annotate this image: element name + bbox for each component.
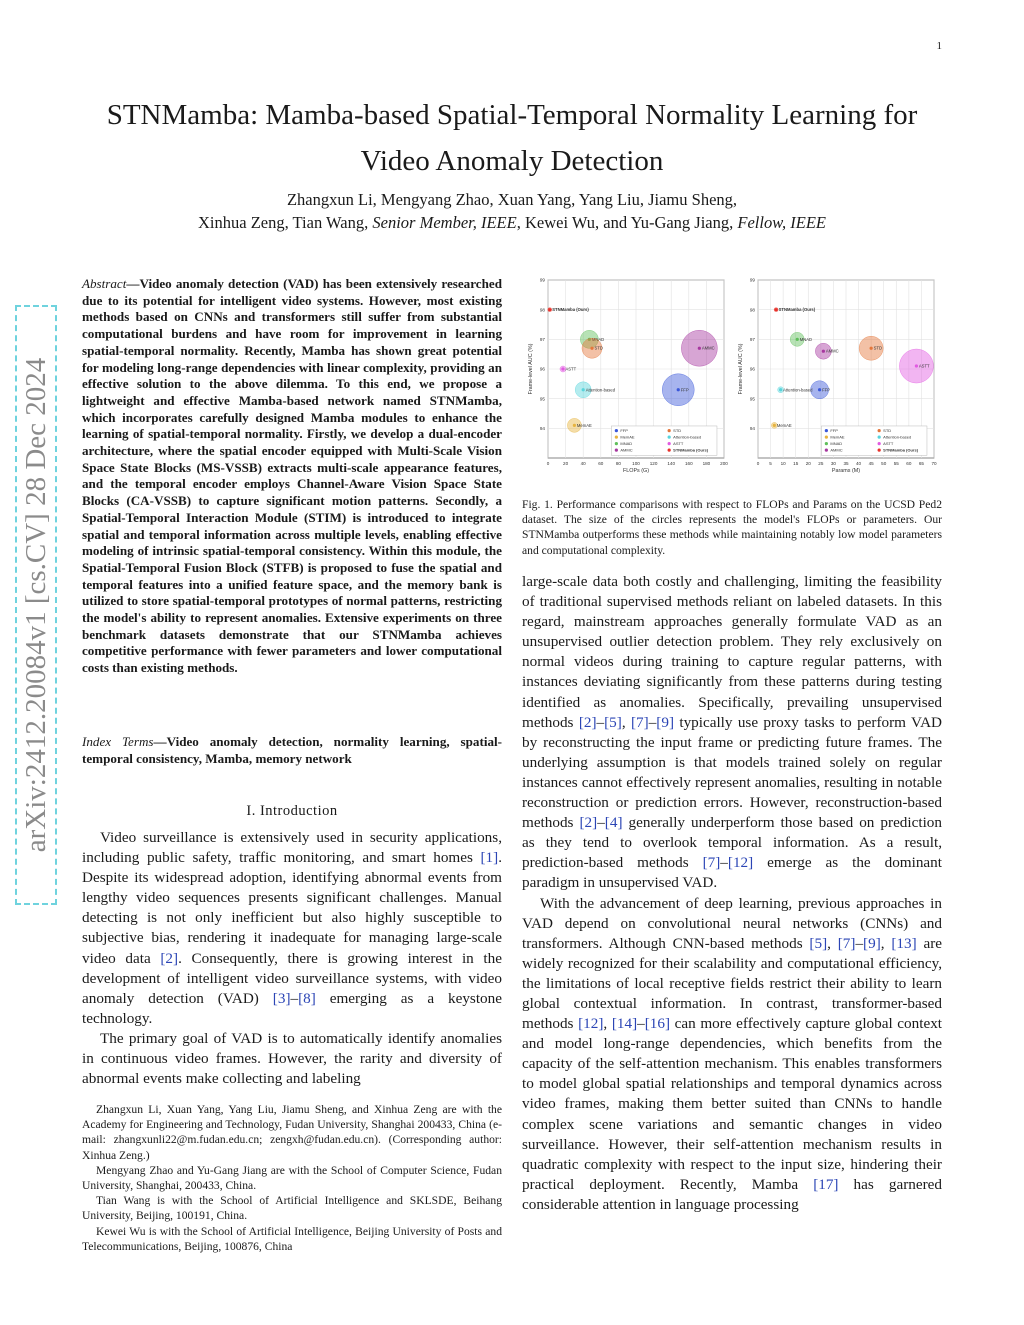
legend-marker	[615, 436, 618, 439]
x-tick-label: 80	[615, 461, 621, 466]
introduction-right-column	[522, 572, 942, 1215]
author-list	[70, 188, 954, 234]
title-line-1: STNMamba: Mamba-based Spatial-Temporal Normality Learning for	[106, 99, 918, 131]
author-affiliation-footnotes	[82, 1102, 502, 1254]
bubble-center-dot	[818, 388, 821, 391]
body-text: –	[597, 814, 605, 832]
y-tick-label: 94	[539, 425, 545, 431]
x-tick-label: 40	[856, 461, 862, 466]
bubble-label: AMMC	[701, 345, 715, 351]
body-text: –	[637, 1015, 645, 1033]
y-tick-label: 95	[749, 396, 755, 402]
bubble-label: STNMamba (Ours)	[778, 307, 816, 313]
legend-entry: ASTT	[673, 440, 684, 446]
x-tick-label: 0	[546, 461, 550, 466]
citation-link[interactable]: [5]	[604, 713, 622, 731]
bubble-label: STD	[873, 345, 883, 351]
bubble-label: AMMC	[825, 348, 839, 354]
bubble-center-dot	[698, 347, 701, 350]
citation-link[interactable]: [2]	[160, 949, 179, 967]
x-tick-label: 50	[881, 461, 887, 466]
bubble-label: FFP	[822, 387, 831, 393]
body-text: typically use proxy tasks to perform VAD by reconstructing the input frame or predicting future frames. The underlying assumption is that models trained solely on regular instances cannot effectively represent anomalies, resulting in notable reconstruction or prediction errors. However, reconstruction-based methods	[522, 713, 943, 832]
bubble-center-dot	[822, 350, 825, 353]
x-axis-label: FLOPs (G)	[622, 468, 650, 474]
body-text: With the advancement of deep learning, previous approaches in VAD depend on convolutional neural networks (CNNs) and transformers. Although CNN-based methods	[522, 894, 942, 952]
legend-entry: STNMamba (Ours)	[883, 447, 919, 453]
legend-marker	[878, 442, 881, 445]
legend-entry: AMMC	[830, 447, 843, 453]
legend-marker	[615, 442, 618, 445]
body-text: –	[596, 713, 605, 731]
citation-link[interactable]: [2]	[579, 814, 598, 832]
legend-marker	[668, 429, 671, 432]
citation-link[interactable]: [3]	[272, 989, 291, 1007]
legend-marker	[668, 442, 671, 445]
x-tick-label: 25	[818, 461, 824, 466]
body-text: –	[720, 854, 728, 872]
citation-link[interactable]: [9]	[656, 713, 675, 731]
x-tick-label: 55	[893, 461, 899, 466]
bubble-label: ASTT	[565, 366, 577, 372]
authors-fellow-title: Fellow, IEEE	[737, 213, 826, 232]
footnote-1: Zhangxun Li, Xuan Yang, Yang Liu, Jiamu Sheng, and Xinhua Zeng are with the Academy for Engineering and Technology, Fudan University, Shanghai 200433, China (e-mail: zhangxunli22@m.fudan.edu.cn; zengxh@fudan.edu.cn). (Corresponding author: Xinhua Zeng.)	[82, 1103, 502, 1162]
x-tick-label: 100	[632, 461, 640, 466]
y-tick-label: 94	[749, 425, 755, 431]
y-tick-label: 98	[749, 307, 755, 313]
citation-link[interactable]: [2]	[578, 713, 597, 731]
legend-entry: STD	[883, 427, 892, 433]
body-text: large-scale data both costly and challenging, limiting the feasibility of traditional supervised methods reliant on labeled datasets. In this regard, mainstream approaches generally formulate VAD as an unsupervised outlier detection problem. They rely exclusively on normal videos during training to capture regular patterns, with instances deviating significantly from these patterns during testing identified as anomalies. Specifically, prevailing unsupervised methods	[522, 573, 942, 731]
legend-entry: Attention-based	[673, 434, 702, 440]
y-tick-label: 98	[539, 307, 545, 313]
x-tick-label: 120	[649, 461, 658, 466]
y-tick-label: 99	[749, 277, 755, 283]
x-tick-label: 200	[720, 461, 728, 466]
citation-link[interactable]: [12]	[578, 1015, 604, 1033]
bubble-center-dot	[796, 338, 799, 341]
footnote-4: Kewei Wu is with the School of Artificial Intelligence, Beijing University of Posts and Telecommunications, Beijing, 100876, China	[82, 1224, 502, 1253]
introduction-left-column	[82, 828, 502, 1089]
y-tick-label: 99	[539, 277, 545, 283]
body-text: –	[648, 713, 657, 731]
bubble-label: STNMamba (Ours)	[552, 307, 589, 313]
legend-marker	[878, 449, 881, 452]
x-tick-label: 35	[843, 461, 849, 466]
y-tick-label: 95	[539, 396, 545, 402]
citation-link[interactable]: [17]	[813, 1175, 839, 1193]
legend-marker	[668, 436, 671, 439]
legend-entry: STNMamba (Ours)	[673, 447, 709, 453]
bubble-center-dot	[775, 308, 778, 311]
x-tick-label: 20	[805, 461, 811, 466]
bubble-center-dot	[915, 364, 918, 367]
citation-link[interactable]: [5]	[809, 934, 828, 952]
title-line-2: Video Anomaly Detection	[360, 145, 664, 177]
x-tick-label: 60	[906, 461, 912, 466]
intro-paragraph	[82, 1029, 502, 1089]
bubble-label: ASTT	[918, 363, 930, 369]
x-tick-label: 180	[702, 461, 711, 466]
bubble-center-dot	[870, 347, 873, 350]
bubble-center-dot	[590, 347, 593, 350]
legend-entry: STD	[673, 427, 682, 433]
bubble-label: MemAE	[776, 422, 792, 428]
body-text: can more effectively capture global context and model long-range dependencies, which benefits from the capacity of the self-attention mechanism. This enables transformers to model global spatial relationships and temporal dynamics across video frames, making them better suited than CNNs to handle complex scene variations and semantic changes in video surveillance. However, their self-attention mechanism results in quadratic complexity with respect to the input size, hindering their practical deployment. Recently, Mamba	[522, 1015, 943, 1193]
citation-link[interactable]: [7]	[702, 854, 721, 872]
index-terms-lead: Index Terms	[82, 734, 154, 749]
y-tick-label: 97	[539, 336, 545, 342]
citation-link[interactable]: [9]	[863, 934, 881, 952]
x-tick-label: 10	[780, 461, 786, 466]
x-tick-label: 30	[830, 461, 836, 466]
abstract	[82, 276, 502, 677]
bubble-label: Attention-based	[585, 387, 616, 393]
bubble-label: FFP	[680, 387, 689, 393]
body-text: emerge as the dominant paradigm in unsupervised VAD.	[522, 854, 942, 892]
legend-entry: Attention-based	[883, 434, 912, 440]
legend-marker	[825, 436, 828, 439]
bubble-center-dot	[677, 388, 680, 391]
bubble-label: MemAE	[576, 422, 592, 428]
body-text: generally underperform those based on prediction as they tend to overlook temporal information. As a result, prediction-based methods	[522, 814, 942, 872]
citation-link[interactable]: [7]	[837, 934, 856, 952]
x-tick-label: 0	[756, 461, 760, 466]
body-text: . Consequently, there is growing interest in the development of intelligent video surveillance systems, with video anomaly detection (VAD)	[82, 949, 502, 1007]
body-text: ,	[603, 1015, 612, 1033]
page-number: 1	[936, 40, 942, 52]
bubble-center-dot	[582, 388, 585, 391]
legend-marker	[615, 449, 618, 452]
citation-link[interactable]: [12]	[727, 854, 754, 872]
arxiv-identifier-stamp[interactable]: arXiv:2412.20084v1 [cs.CV] 28 Dec 2024	[15, 305, 57, 905]
body-text: The primary goal of VAD is to automatically identify anomalies in continuous video frames. However, the rarity and diversity of abnormal events make collecting and labeling	[82, 1029, 502, 1088]
body-text: Video surveillance is extensively used in security applications, including public safety, traffic monitoring, and smart homes	[82, 829, 502, 867]
authors-line-2-part-c: , Kewei Wu, and Yu-Gang Jiang,	[516, 213, 738, 232]
body-text: –	[290, 989, 299, 1007]
body-text: has garnered considerable attention in language processing	[522, 1175, 942, 1213]
legend-entry: MemAE	[830, 434, 845, 440]
legend-entry: MNAD	[620, 440, 633, 446]
legend-marker	[878, 436, 881, 439]
citation-link[interactable]: [8]	[298, 989, 316, 1007]
bubble-center-dot	[561, 367, 564, 370]
legend-entry: FFP	[620, 427, 628, 433]
legend-entry: FFP	[830, 427, 838, 433]
legend-marker	[825, 442, 828, 445]
bubble-label: Attention-based	[783, 387, 813, 393]
y-tick-label: 96	[539, 366, 545, 372]
x-tick-label: 65	[918, 461, 924, 466]
section-heading-introduction: I. Introduction	[246, 803, 338, 819]
body-text: are widely recognized for their scalability and computational efficiency, the limitations of local receptive fields restrict their ability to learn global contextual information. In contrast, transformer-based methods	[522, 934, 943, 1033]
abstract-body: —Video anomaly detection (VAD) has been extensively researched due to its potential for intelligent video systems. However, most existing methods based on CNNs and transformers still suffer from substantial computational burdens and have room for improvement in learning spatial-temporal normality. Recently, Mamba has shown great potential for modeling long-range dependencies with linear complexity, providing an effective solution to the above dilemma. To this end, we propose a lightweight and effective Mamba-based network named STNMamba, which incorporates carefully designed Mamba modules to enhance the learning of spatial-temporal normality. Firstly, we develop a dual-encoder architecture, where the spatial encoder equipped with Multi-Scale Vision Space State Blocks (MS-VSSB) extracts multi-scale appearance features, and the temporal encoder employs Channel-Aware Vision Space State Blocks (CA-VSSB) to capture significant motion patterns. Secondly, a Spatial-Temporal Interaction Module (STIM) is introduced to integrate spatial and temporal information across multiple levels, enabling effective modeling of intrinsic spatial-temporal consistency. Within this module, the Spatial-Temporal Fusion Block (STFB) is proposed to fuse the spatial and temporal features into a unified feature space, and the memory bank is utilized to store spatial-temporal prototypes of normal patterns, restricting the model's ability to represent anomalies. Extensive experiments on three benchmark datasets demonstrate that our STNMamba achieves competitive performance with fewer parameters and lower computational costs than existing methods.	[82, 276, 502, 676]
intro-paragraph	[82, 828, 502, 1029]
citation-link[interactable]: [14]	[611, 1015, 638, 1033]
bubble-label: MNAD	[799, 336, 813, 342]
bubble-center-dot	[773, 424, 776, 427]
y-tick-label: 96	[749, 366, 755, 372]
intro-paragraph	[522, 572, 942, 894]
body-text: ,	[880, 934, 892, 952]
figure-1-charts	[520, 270, 944, 490]
legend-marker	[668, 449, 671, 452]
paper-title	[70, 92, 954, 184]
index-terms	[82, 734, 502, 767]
figure-1	[520, 270, 944, 490]
x-tick-label: 40	[580, 461, 586, 466]
legend-entry: AMMC	[620, 447, 633, 453]
bubble-center-dot	[779, 388, 782, 391]
y-tick-label: 97	[749, 336, 755, 342]
x-axis-label: Params (M)	[831, 468, 861, 474]
legend-entry: ASTT	[883, 440, 894, 446]
authors-member-title: Senior Member, IEEE	[372, 213, 517, 232]
citation-link[interactable]: [13]	[891, 934, 917, 952]
body-text: ,	[827, 934, 838, 952]
legend-entry: MNAD	[830, 440, 843, 446]
figure-1-caption: Fig. 1. Performance comparisons with respect to FLOPs and Params on the UCSD Ped2 dataset. The size of the circles represents the model's FLOPs or parameters. Our STNMamba outperforms these methods while maintaining notably low model parameters and computational complexity.	[522, 498, 942, 557]
body-text: –	[855, 934, 864, 952]
legend-marker	[825, 449, 828, 452]
x-tick-label: 5	[769, 461, 772, 466]
x-tick-label: 70	[931, 461, 937, 466]
legend-entry: MemAE	[620, 434, 635, 440]
citation-link[interactable]: [16]	[644, 1015, 671, 1033]
legend-marker	[615, 429, 618, 432]
bubble-center-dot	[548, 308, 551, 311]
x-tick-label: 15	[793, 461, 799, 466]
bubble-label: STD	[594, 345, 603, 351]
body-text: ,	[621, 713, 631, 731]
legend-marker	[825, 429, 828, 432]
legend-marker	[878, 429, 881, 432]
footnote-2: Mengyang Zhao and Yu-Gang Jiang are with the School of Computer Science, Fudan University, Shanghai, 200433, China.	[82, 1163, 502, 1193]
x-tick-label: 140	[667, 461, 676, 466]
abstract-lead: Abstract	[82, 276, 127, 291]
citation-link[interactable]: [7]	[630, 713, 649, 731]
bubble-center-dot	[573, 424, 576, 427]
index-terms-body: —Video anomaly detection, normality learning, spatial-temporal consistency, Mamba, memory network	[82, 734, 502, 766]
citation-link[interactable]: [4]	[604, 814, 623, 832]
footnote-3: Tian Wang is with the School of Artificial Intelligence and SKLSDE, Beihang University, Beijing, 100191, China.	[82, 1194, 502, 1223]
citation-link[interactable]: [1]	[480, 849, 499, 867]
authors-line-2	[70, 211, 954, 234]
body-text: . Despite its widespread adoption, identifying abnormal events from lengthy video sequences presents significant challenges. Manual detecting is not only inefficient but also highly susceptible to subjective bias, rendering it inadequate for managing large-scale video data	[82, 849, 502, 967]
intro-paragraph	[522, 894, 942, 1216]
authors-line-2-part-a: Xinhua Zeng, Tian Wang,	[198, 213, 373, 232]
x-tick-label: 160	[684, 461, 693, 466]
x-tick-label: 45	[868, 461, 874, 466]
x-tick-label: 20	[563, 461, 569, 466]
y-axis-label: Frame-level AUC (%)	[738, 343, 744, 395]
bubble-label: MNAD	[591, 336, 605, 342]
body-text: emerging as a keystone technology.	[82, 989, 502, 1027]
y-axis-label: Frame-level AUC (%)	[528, 343, 534, 395]
authors-line-1: Zhangxun Li, Mengyang Zhao, Xuan Yang, Yang Liu, Jiamu Sheng,	[286, 190, 738, 209]
x-tick-label: 60	[598, 461, 604, 466]
